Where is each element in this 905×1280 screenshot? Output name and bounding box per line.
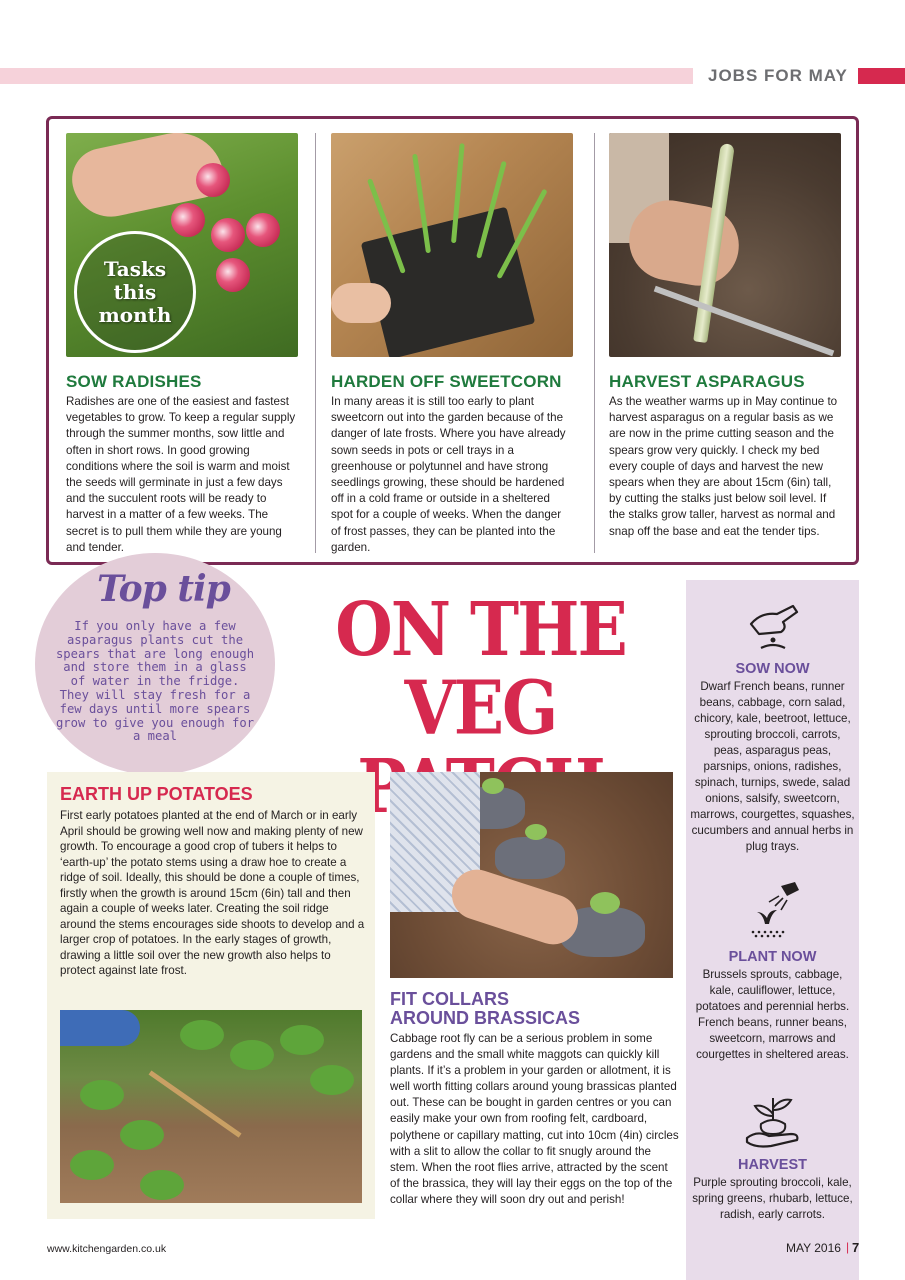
radish-shape	[196, 163, 230, 197]
harvest-text: Purple sprouting broccoli, kale, spring greens, rhubarb, lettuce, radish, early carrots.	[692, 1176, 853, 1221]
leaf-shape	[280, 1025, 324, 1055]
leaf-shape	[70, 1150, 114, 1180]
sweetcorn-photo	[331, 133, 573, 357]
leaf-shape	[180, 1020, 224, 1050]
brassica-collars-photo	[390, 772, 673, 978]
column-divider	[315, 133, 316, 553]
collar-shape	[495, 837, 565, 879]
harvest-hand-icon	[741, 1090, 805, 1150]
seedling-shape	[482, 778, 504, 794]
leaf-shape	[80, 1080, 124, 1110]
potatoes-text: First early potatoes planted at the end of March or in early April should be growing well now and making plenty of new growth. To encourage a good crop of tubers it helps to ‘earth-up’ the potato stems using a draw hoe to create a ridge of soil. Ideally, this should be done a couple of times, firstly when the growth is around 15cm (6in) tall and then again a couple of weeks later. Creating the soil ridge around the stems encourages side shoots to develop and a larger crop of potatoes. In the early stages of growth, drawing a little soil over the new growth also helps to protect against late frost.	[60, 809, 365, 977]
leaf-shape	[120, 1120, 164, 1150]
footer-url: www.kitchengarden.co.uk	[47, 1243, 167, 1255]
collars-title	[390, 990, 580, 1028]
task-text: In many areas it is still too early to plant sweetcorn out into the garden because of the danger of late frosts. Where you have already sown seeds in pots or cell trays in a greenhouse or polytunnel and have strong seedlings growing, these should be hardened off in a cold frame or outside in a sheltered spot for a couple of weeks. When the danger of frost passes, they can be planted into the garden.	[331, 395, 566, 554]
task-harden-off-sweetcorn	[331, 133, 573, 556]
radish-photo	[66, 133, 298, 357]
top-tip-title: Top tip	[97, 568, 230, 610]
leaf-shape	[140, 1170, 184, 1200]
task-harvest-asparagus	[609, 133, 841, 540]
hoe-shape	[149, 1070, 242, 1137]
task-title: HARVEST ASPARAGUS	[609, 372, 805, 391]
plant-now-title: PLANT NOW	[728, 949, 817, 965]
sow-plant-harvest-sidebar	[686, 580, 859, 1280]
badge-text: Tasks this month	[98, 256, 172, 327]
collars-text: Cabbage root fly can be a serious problem in some gardens and the small white maggots can quickly kill plants. If it’s a problem in your garden or allotment, it is well worth fitting collars around young brassicas planted out. These can be bought in garden centres or you can easily make your own from roofing felt, cardboard, polythene or capillary matting, cut into 10cm (4in) circles with a slit to allow the collar to fit snugly around the stem. When the root flies arrive, attracted by the scent of the brassica, they will lay their eggs on the top of the collar where they will soon dry out and perish!	[390, 1032, 679, 1206]
collars-title-line-2: AROUND BRASSICAS	[390, 1008, 581, 1028]
task-text: Radishes are one of the easiest and fastest vegetables to grow. To keep a regular supply through the summer months, sow little and often in short rows. In good growing conditions where the soil is warm and moist the seeds will germinate in just a few days and the succulent roots will be ready to harvest in a matter of a few weeks. The secret is to pull them while they are young and tender.	[66, 395, 296, 554]
tasks-box	[46, 116, 859, 565]
seedling-shape	[590, 892, 620, 914]
leaf-shape	[310, 1065, 354, 1095]
harvest-title: HARVEST	[737, 1157, 808, 1173]
task-text: As the weather warms up in May continue to harvest asparagus on a regular basis as we are now in the prime cutting season and the spears grow very quickly. I check my bed every couple of days and harvest the new spears when they are about 15cm (6in) tall, by cutting the stalks just below soil level. If the stalks grow taller, harvest as normal and snap off the base and eat the tender tips.	[609, 395, 838, 538]
plant-now-text: Brussels sprouts, cabbage, kale, cauliflower, lettuce, potatoes and perennial herbs. French beans, runner beans, sweetcorn, marrows and courgettes in sheltered areas.	[695, 968, 850, 1061]
headline-line-1: ON THE	[335, 585, 626, 673]
sowing-hand-icon	[741, 594, 805, 654]
leaf-shape	[230, 1040, 274, 1070]
footer-date: MAY 2016	[786, 1241, 841, 1255]
hand-shape	[331, 283, 391, 323]
asparagus-photo	[609, 133, 841, 357]
radish-shape	[216, 258, 250, 292]
seedling-shape	[525, 824, 547, 840]
sleeve-shape	[60, 1010, 140, 1046]
task-title: HARDEN OFF SWEETCORN	[331, 372, 562, 391]
sow-now-text: Dwarf French beans, runner beans, cabbage, corn salad, chicory, kale, beetroot, lettuce, sprouting broccoli, carrots, peas, asparagus peas, parsnips, onions, radishes, spinach, turnips, swede, salad onions, salsify, sweetcorn, marrows, courgettes, squashes, cucumbers and annual herbs in plug trays.	[690, 680, 855, 853]
task-sow-radishes	[66, 133, 298, 556]
earth-up-potatoes-panel	[47, 772, 375, 1219]
potatoes-title: EARTH UP POTATOES	[60, 784, 253, 804]
task-title: SOW RADISHES	[66, 372, 202, 391]
tasks-this-month-badge	[74, 231, 196, 353]
radish-shape	[171, 203, 205, 237]
radish-shape	[246, 213, 280, 247]
header-pink-band	[0, 68, 693, 84]
top-tip-text: If you only have a few asparagus plants cut the spears that are long enough and store them in a glass of water in the fridge. They will stay fresh for a few days until more spears grow to give you enough for a meal	[55, 619, 255, 744]
potatoes-photo	[60, 1010, 362, 1203]
page-number: 7	[852, 1240, 860, 1255]
watering-can-icon	[741, 880, 805, 940]
collars-title-line-1: FIT COLLARS	[390, 989, 509, 1009]
footer-separator: |	[846, 1240, 850, 1254]
sow-now-title: SOW NOW	[735, 661, 810, 677]
headline-line-2: VEG	[404, 663, 557, 752]
knife-shape	[654, 286, 835, 357]
header-red-tab	[858, 68, 905, 84]
column-divider	[594, 133, 595, 553]
radish-shape	[211, 218, 245, 252]
section-label: JOBS FOR MAY	[708, 66, 848, 85]
